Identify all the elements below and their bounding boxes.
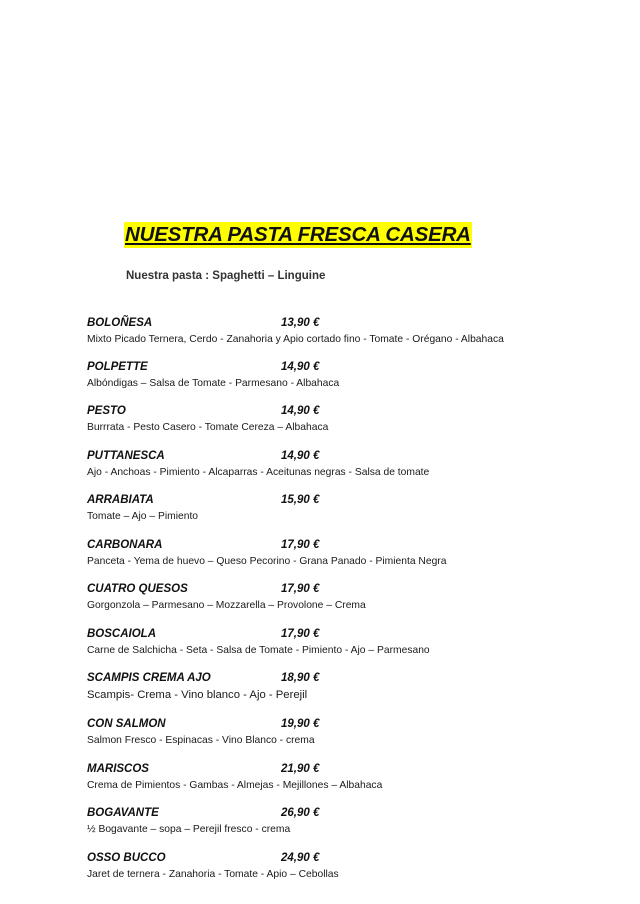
dish-price: 15,90 € xyxy=(281,494,320,506)
dish-name: CON SALMON xyxy=(87,718,166,730)
dish-price: 21,90 € xyxy=(281,763,320,775)
dish-description: Burrrata - Pesto Casero - Tomate Cereza – Albahaca xyxy=(87,422,329,433)
dish-price: 18,90 € xyxy=(281,672,320,684)
menu-item-scampis-crema-ajo xyxy=(87,672,607,701)
dish-name: POLPETTE xyxy=(87,361,148,373)
pasta-types-subtitle: Nuestra pasta : Spaghetti – Linguine xyxy=(126,270,326,282)
dish-description: Scampis- Crema - Vino blanco - Ajo - Perejil xyxy=(87,689,308,701)
dish-description: Mixto Picado Ternera, Cerdo - Zanahoria y Apio cortado fino - Tomate - Orégano - Albahaca xyxy=(87,334,504,345)
menu-item-arrabiata xyxy=(87,494,607,522)
dish-name: BOSCAIOLA xyxy=(87,628,156,640)
menu-item-cuatro-quesos xyxy=(87,583,607,611)
dish-name: BOGAVANTE xyxy=(87,807,159,819)
dish-price: 14,90 € xyxy=(281,361,320,373)
dish-name: MARISCOS xyxy=(87,763,149,775)
menu-item-osso-bucco xyxy=(87,852,607,880)
dish-price: 26,90 € xyxy=(281,807,320,819)
dish-name: BOLOÑESA xyxy=(87,317,153,329)
dish-price: 14,90 € xyxy=(281,405,320,417)
menu-item-carbonara xyxy=(87,539,607,567)
menu-item-mariscos xyxy=(87,763,607,791)
menu-item-bogavante xyxy=(87,807,607,835)
dish-description: Crema de Pimientos - Gambas - Almejas - Mejillones – Albahaca xyxy=(87,780,383,791)
dish-price: 14,90 € xyxy=(281,450,320,462)
dish-description: Tomate – Ajo – Pimiento xyxy=(87,511,199,522)
menu-item-boscaiola xyxy=(87,628,607,656)
dish-description: Carne de Salchicha - Seta - Salsa de Tomate - Pimiento - Ajo – Parmesano xyxy=(87,645,430,656)
dish-price: 17,90 € xyxy=(281,539,320,551)
menu-item-con-salmon xyxy=(87,718,607,746)
menu-item-pesto xyxy=(87,405,607,433)
dish-description: Ajo - Anchoas - Pimiento - Alcaparras - Aceitunas negras - Salsa de tomate xyxy=(87,467,430,478)
dish-name: CUATRO QUESOS xyxy=(87,583,188,595)
dish-name: SCAMPIS CREMA AJO xyxy=(87,672,211,684)
dish-name: PUTTANESCA xyxy=(87,450,165,462)
dish-description: Panceta - Yema de huevo – Queso Pecorino - Grana Panado - Pimienta Negra xyxy=(87,556,447,567)
dish-price: 17,90 € xyxy=(281,583,320,595)
dish-description: Jaret de ternera - Zanahoria - Tomate - Apio – Cebollas xyxy=(87,869,339,880)
dish-price: 24,90 € xyxy=(281,852,320,864)
dish-name: OSSO BUCCO xyxy=(87,852,166,864)
dish-name: CARBONARA xyxy=(87,539,163,551)
dish-price: 17,90 € xyxy=(281,628,320,640)
dish-name: ARRABIATA xyxy=(87,494,154,506)
menu-item-puttanesca xyxy=(87,450,607,478)
dish-name: PESTO xyxy=(87,405,126,417)
dish-description: ½ Bogavante – sopa – Perejil fresco - crema xyxy=(87,824,291,835)
dish-description: Gorgonzola – Parmesano – Mozzarella – Provolone – Crema xyxy=(87,600,366,611)
page-title: NUESTRA PASTA FRESCA CASERA xyxy=(125,223,471,246)
menu-item-bolonesa xyxy=(87,317,607,345)
dish-description: Albóndigas – Salsa de Tomate - Parmesano - Albahaca xyxy=(87,378,340,389)
dish-price: 19,90 € xyxy=(281,718,320,730)
menu-item-polpette xyxy=(87,361,607,389)
dish-description: Salmon Fresco - Espinacas - Vino Blanco - crema xyxy=(87,735,315,746)
dish-price: 13,90 € xyxy=(281,317,320,329)
